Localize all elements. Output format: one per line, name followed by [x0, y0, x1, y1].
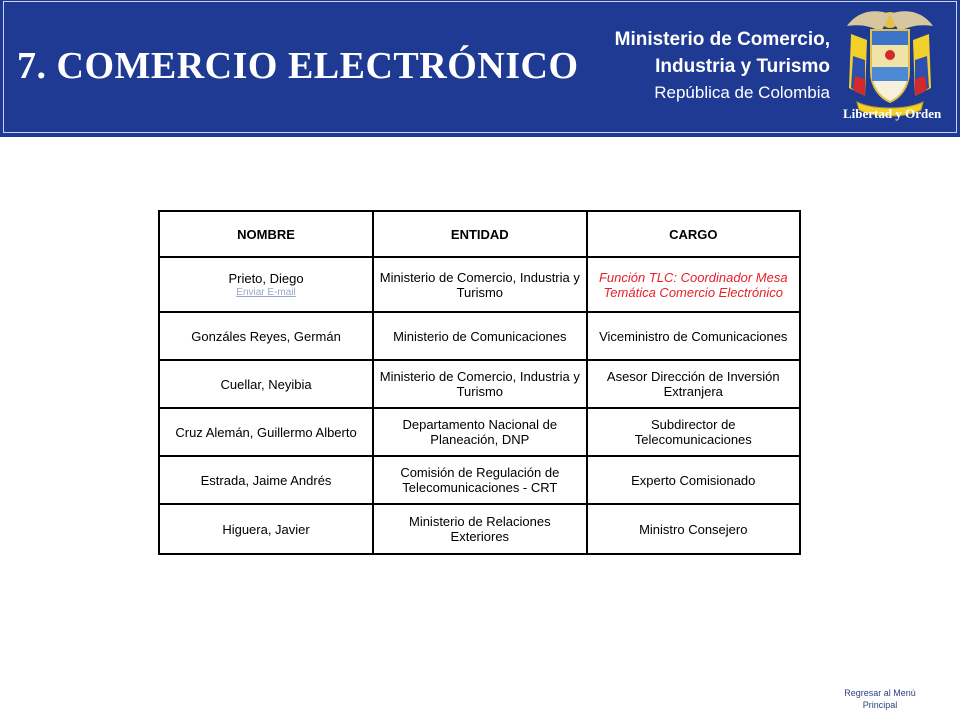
cell-entidad: Departamento Nacional de Planeación, DNP	[373, 408, 586, 456]
cell-entidad: Ministerio de Comercio, Industria y Turismo	[373, 360, 586, 408]
cell-cargo: Subdirector de Telecomunicaciones	[587, 408, 800, 456]
send-email-link[interactable]: Enviar E-mail	[236, 287, 296, 298]
cell-nombre	[159, 257, 373, 312]
ministry-line-1: Ministerio de Comercio,	[614, 29, 830, 50]
header-cargo: CARGO	[587, 211, 800, 257]
cell-cargo: Ministro Consejero	[587, 504, 800, 554]
cell-nombre: Gonzáles Reyes, Germán	[159, 312, 373, 360]
cell-entidad: Ministerio de Relaciones Exteriores	[373, 504, 586, 554]
cell-cargo: Viceministro de Comunicaciones	[587, 312, 800, 360]
page-title: 7. COMERCIO ELECTRÓNICO	[17, 45, 579, 87]
cell-cargo: Asesor Dirección de Inversión Extranjera	[587, 360, 800, 408]
back-to-menu-link[interactable]	[820, 687, 940, 711]
header-entidad: ENTIDAD	[373, 211, 586, 257]
cell-entidad: Comisión de Regulación de Telecomunicaciones - CRT	[373, 456, 586, 504]
cell-entidad: Ministerio de Comunicaciones	[373, 312, 586, 360]
cell-nombre: Estrada, Jaime Andrés	[159, 456, 373, 504]
table-row	[159, 257, 800, 312]
ministry-name	[615, 26, 830, 106]
table-row	[159, 360, 800, 408]
cell-nombre: Cuellar, Neyibia	[159, 360, 373, 408]
cell-cargo: Función TLC: Coordinador Mesa Temática Comercio Electrónico	[587, 257, 800, 312]
cell-nombre: Cruz Alemán, Guillermo Alberto	[159, 408, 373, 456]
header-banner	[0, 0, 960, 137]
table-row	[159, 504, 800, 554]
table-row	[159, 408, 800, 456]
table-row	[159, 312, 800, 360]
cell-nombre: Higuera, Javier	[159, 504, 373, 554]
back-link-line-2: Principal	[862, 700, 898, 710]
contacts-table	[158, 210, 801, 555]
header-nombre: NOMBRE	[159, 211, 373, 257]
cell-cargo: Experto Comisionado	[587, 456, 800, 504]
table-row	[159, 456, 800, 504]
ministry-line-2: Industria y Turismo	[655, 56, 830, 77]
nombre-text: Prieto, Diego	[228, 271, 304, 286]
ministry-line-3: República de Colombia	[654, 83, 830, 102]
cell-entidad: Ministerio de Comercio, Industria y Turismo	[373, 257, 586, 312]
back-link-line-1: Regresar al Menú	[844, 688, 916, 698]
motto-text: Libertad y Orden	[843, 106, 942, 121]
table-header-row	[159, 211, 800, 257]
